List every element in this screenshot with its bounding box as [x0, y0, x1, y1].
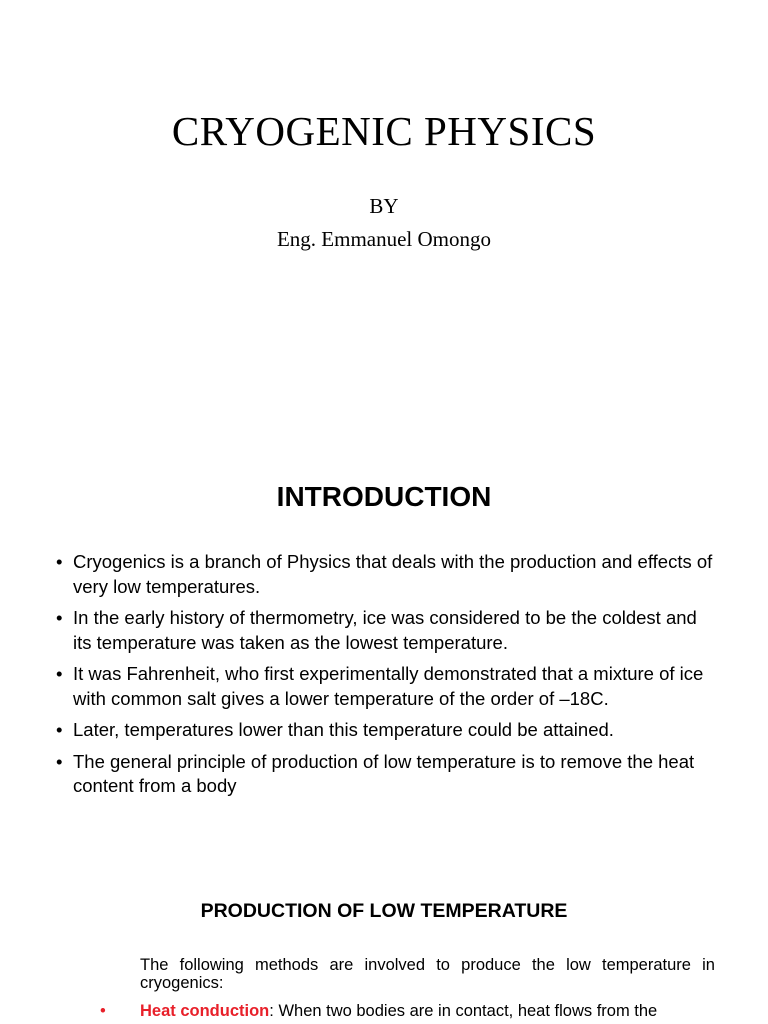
bullet-icon: •	[56, 607, 63, 628]
bullet-text: It was Fahrenheit, who first experimentally demonstrated that a mixture of ice with common salt gives a lower temperature of the order of –18C.	[73, 663, 704, 709]
author-name: Eng. Emmanuel Omongo	[276, 227, 492, 251]
bullet-icon: •	[56, 719, 63, 740]
document-title: CRYOGENIC PHYSICS	[171, 108, 597, 154]
bullet-text: The general principle of production of low temperature is to remove the heat content from a body	[73, 750, 695, 796]
list-item	[56, 606, 720, 655]
bullet-text: Cryogenics is a branch of Physics that deals with the production and effects of very low temperatures.	[73, 551, 713, 597]
method-separator: :	[269, 1002, 279, 1020]
bullet-text: In the early history of thermometry, ice was considered to be the coldest and its temperature was taken as the lowest temperature.	[73, 607, 697, 653]
list-item	[56, 662, 720, 711]
bullet-text: Later, temperatures lower than this temperature could be attained.	[73, 719, 614, 740]
method-item-heat-conduction	[100, 1001, 715, 1021]
method-name: Heat conduction	[140, 1002, 270, 1020]
methods-list	[100, 1001, 715, 1021]
list-item	[56, 750, 720, 799]
red-bullet-icon: •	[100, 1002, 106, 1020]
methods-intro-paragraph: The following methods are involved to produce the low temperature in cryogenics:	[140, 956, 715, 992]
list-item	[56, 718, 720, 743]
bullet-icon: •	[56, 551, 63, 572]
introduction-heading: INTRODUCTION	[276, 481, 492, 512]
introduction-bullet-list	[56, 550, 720, 806]
method-text: When two bodies are in contact, heat flows from the	[278, 1002, 658, 1020]
list-item	[56, 550, 720, 599]
production-heading: PRODUCTION OF LOW TEMPERATURE	[200, 900, 568, 922]
by-label: BY	[369, 194, 399, 218]
bullet-icon: •	[56, 663, 63, 684]
bullet-icon: •	[56, 750, 63, 772]
